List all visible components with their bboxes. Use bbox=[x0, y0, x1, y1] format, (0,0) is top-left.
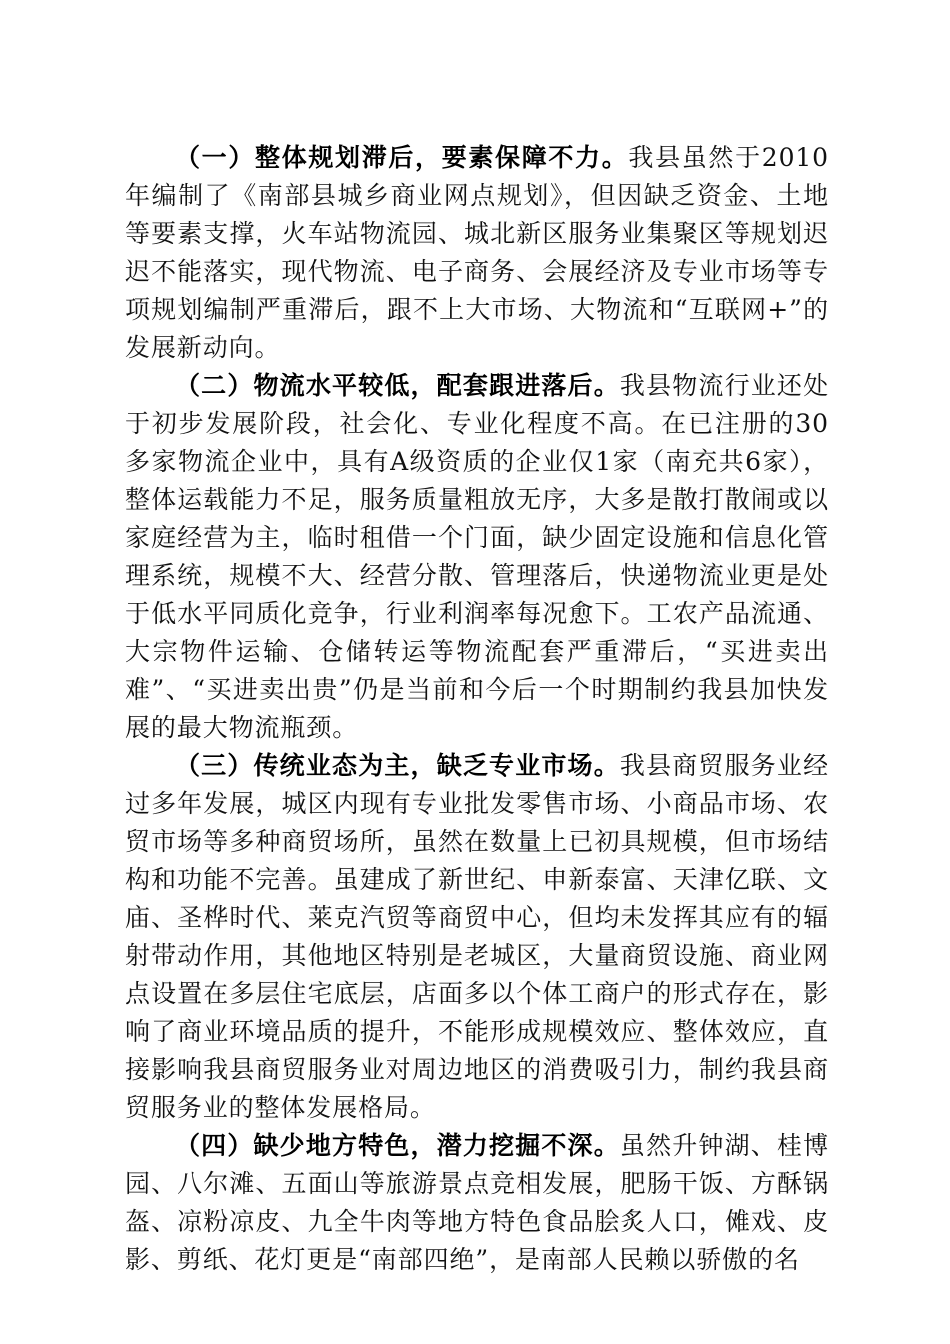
section-heading-4: （四）缺少地方特色，潜力挖掘不深。 bbox=[175, 1131, 620, 1160]
section-body-1: 我县虽然于2010年编制了《南部县城乡商业网点规划》，但因缺乏资金、土地等要素支撑，火车站物流园、城北新区服务业集聚区等规划迟迟不能落实，现代物流、电子商务、会展经济及专业市场等专项规划编制严重滞后，跟不上大市场、大物流和“互联网+”的发展新动向。 bbox=[125, 143, 829, 362]
document-body bbox=[125, 139, 829, 1279]
paragraph-section-1 bbox=[125, 139, 829, 367]
section-heading-1: （一）整体规划滞后，要素保障不力。 bbox=[175, 143, 629, 172]
section-body-2: 我县物流行业还处于初步发展阶段，社会化、专业化程度不高。在已注册的30多家物流企业中，具有A级资质的企业仅1家（南充共6家），整体运载能力不足，服务质量粗放无序，大多是散打散闹或以家庭经营为主，临时租借一个门面，缺少固定设施和信息化管理系统，规模不大、经营分散、管理落后，快递物流业更是处于低水平同质化竞争，行业利润率每况愈下。工农产品流通、大宗物件运输、仓储转运等物流配套严重滞后，“买进卖出难”、“买进卖出贵”仍是当前和今后一个时期制约我县加快发展的最大物流瓶颈。 bbox=[125, 371, 829, 742]
paragraph-section-2 bbox=[125, 367, 829, 747]
paragraph-section-4 bbox=[125, 1127, 829, 1279]
section-body-3: 我县商贸服务业经过多年发展，城区内现有专业批发零售市场、小商品市场、农贸市场等多种商贸场所，虽然在数量上已初具规模，但市场结构和功能不完善。虽建成了新世纪、申新泰富、天津亿联、文庙、圣桦时代、莱克汽贸等商贸中心，但均未发挥其应有的辐射带动作用，其他地区特别是老城区，大量商贸设施、商业网点设置在多层住宅底层，店面多以个体工商户的形式存在，影响了商业环境品质的提升，不能形成规模效应、整体效应，直接影响我县商贸服务业对周边地区的消费吸引力，制约我县商贸服务业的整体发展格局。 bbox=[125, 751, 829, 1122]
section-heading-3: （三）传统业态为主，缺乏专业市场。 bbox=[175, 751, 620, 780]
section-body-4: 虽然升钟湖、桂博园、八尔滩、五面山等旅游景点竞相发展，肥肠干饭、方酥锅盔、凉粉凉皮、九全牛肉等地方特色食品脍炙人口，傩戏、皮影、剪纸、花灯更是“南部四绝”，是南部人民赖以骄傲的名 bbox=[125, 1131, 829, 1274]
paragraph-section-3 bbox=[125, 747, 829, 1127]
section-heading-2: （二）物流水平较低，配套跟进落后。 bbox=[175, 371, 620, 400]
